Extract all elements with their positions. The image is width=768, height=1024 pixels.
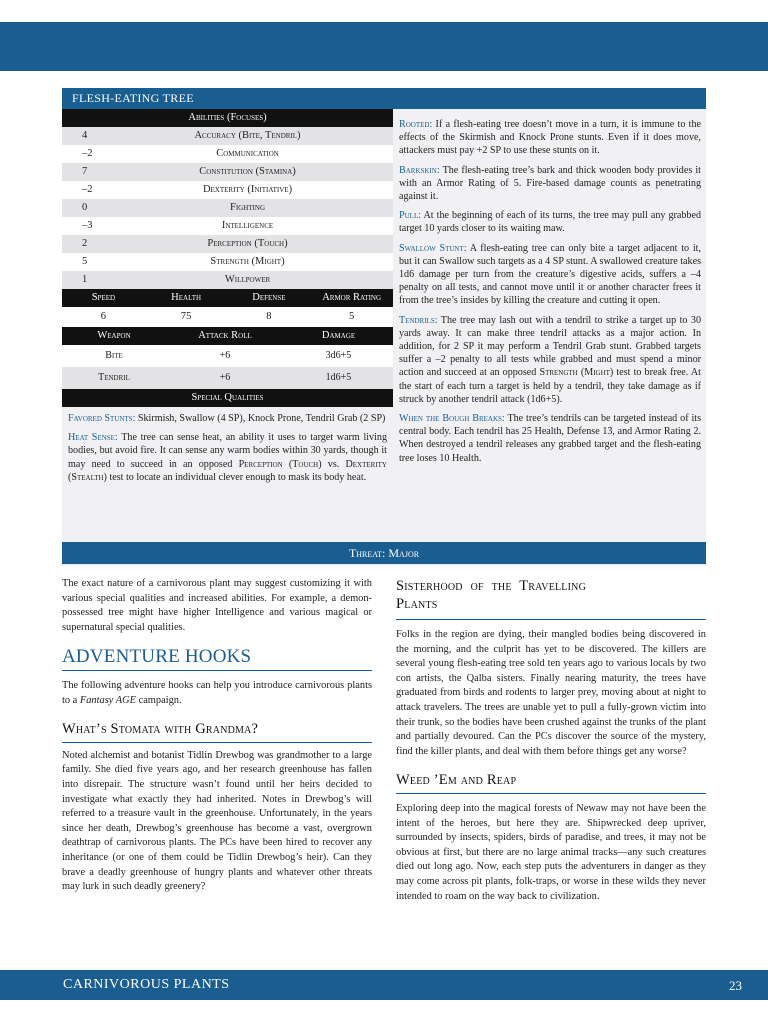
stat-header: Speed — [91, 292, 116, 303]
barkskin-label: Barkskin: — [399, 164, 440, 176]
ability-name: Intelligence — [221, 220, 274, 231]
intro-paragraph: The exact nature of a carnivorous plant may suggest customizing it with various special qualities and increased abilities. For example, a demon-possessed tree might have higher Intelligence and various magical or supernatural special qualities. — [62, 578, 372, 633]
tendrils-label: Tendrils: — [399, 314, 438, 326]
ability-value: 5 — [82, 256, 88, 267]
ability-name: Communication — [216, 148, 279, 159]
ability-value: –2 — [82, 184, 93, 195]
stat-block — [62, 88, 706, 566]
weapon-damage: 1d6+5 — [325, 372, 352, 383]
heat-sense — [68, 431, 387, 484]
abilities-table — [62, 127, 393, 289]
ability-name: Accuracy (Bite, Tendril) — [194, 130, 301, 141]
swallow-text: A flesh-eating tree can only bite a target adjacent to it, but it can Swallow such targets as a 4 SP stunt. A swallowed creature takes 1d6 damage per turn from the creature’s digestive acids, suffers a –4 penalty on all tests, and cannot move until it or another character frees it from the tree’s insides by killing the creature and cutting it open. — [399, 242, 701, 307]
hooks-intro-game: Fantasy AGE — [79, 694, 136, 706]
stat-value: 5 — [349, 311, 355, 322]
ability-name: Constitution (Stamina) — [199, 166, 296, 177]
ability-value: –2 — [82, 148, 93, 159]
weapon-row — [62, 367, 393, 389]
hooks-intro — [62, 679, 372, 708]
footer-bar — [0, 970, 768, 1000]
tendrils-text: test to break free. At the start of each turn a target is held by a tendril, they take damage as if struck by another tendril attack (1d6+5). — [399, 367, 701, 405]
stat-block-title: FLESH-EATING TREE — [62, 88, 706, 109]
ability-value: 2 — [82, 238, 88, 249]
ability-row — [62, 163, 393, 181]
barkskin-text: The flesh-eating tree’s bark and thick wooden body provides it with an Armor Rating of 5. Fire-based damage counts as penetrating against it. — [399, 164, 701, 203]
weapon-attack: +6 — [219, 350, 231, 361]
stat-value: 6 — [100, 311, 106, 322]
special-qualities-header: Special Qualities — [62, 389, 393, 407]
footer-section-title: CARNIVOROUS PLANTS — [63, 977, 230, 992]
favored-stunts — [68, 412, 387, 425]
favored-stunts-text: Skirmish, Swallow (4 SP), Knock Prone, Tendril Grab (2 SP) — [135, 413, 386, 424]
rooted-text: If a flesh-eating tree doesn’t move in a turn, it is immune to the effects of the Skirmish and Knock Prone stunts. Even if it does move, attackers must pay +2 SP to use these stunts on it. — [399, 119, 701, 157]
stat-header: Health — [171, 292, 202, 303]
heading-rule — [396, 619, 706, 620]
heading-rule — [396, 793, 706, 794]
weed-heading: Weed ’Em and Reap — [396, 772, 517, 789]
ability-row — [62, 217, 393, 235]
stat-value: 75 — [180, 311, 192, 322]
stat-block-right-column — [399, 118, 701, 471]
ability-value: 7 — [82, 166, 88, 177]
threat-bar: Threat: Major — [62, 542, 706, 564]
swallow-stunt — [399, 242, 701, 308]
stat-header: Armor Rating — [322, 292, 382, 303]
weapon-row — [62, 345, 393, 367]
heading-rule — [62, 670, 372, 671]
stats-header-row — [62, 289, 393, 307]
rooted — [399, 118, 701, 158]
special-qualities — [62, 407, 393, 484]
grandma-heading: What’s Stomata with Grandma? — [62, 721, 259, 738]
tendrils-test: Strength (Might) — [539, 367, 614, 379]
page-number: 23 — [729, 978, 742, 993]
damage-col-header: Damage — [321, 330, 356, 341]
ability-row — [62, 253, 393, 271]
ability-value: 0 — [82, 202, 88, 213]
ability-value: –3 — [82, 220, 93, 231]
stat-header: Defense — [252, 292, 286, 303]
heading-rule — [62, 742, 372, 743]
ability-value: 4 — [82, 130, 88, 141]
swallow-label: Swallow Stunt: — [399, 242, 467, 254]
weapon-col-header: Weapon — [97, 330, 131, 341]
when-the-bough-breaks — [399, 412, 701, 465]
weapons-header-row — [62, 327, 393, 345]
grandma-paragraph: Noted alchemist and botanist Tidlin Drewbog was grandmother to a large family. She died five years ago, and her research greenhouse has fallen into disrepair. The structure wasn’t found until her heirs decided to investigate what exactly they had inherited. Notes in Drewbog’s will referred to a treasure vault in the greenhouse. Unfortunately, in the years since her death, Drewbog’s greenhouse has become a vast, overgrown deathtrap of carnivorous plants. The PCs have been hired to recover any inheritance (or one of them could be Tidlin Drewbog’s heir). Can they brave a deadly greenhouse of hungry plants and whatever other threats may lurk in such deadly greenery? — [62, 749, 372, 893]
bough-text: The tree’s tendrils can be targeted instead of its central body. Each tendril has 25 Health, Defense 13, and Armor Rating 2. When destroyed a tendril releases any grabbed target and the flesh-eating tree loses 10 Health. — [399, 413, 702, 464]
attack-col-header: Attack Roll — [198, 330, 252, 341]
ability-row — [62, 199, 393, 217]
heat-sense-test-a: Perception (Touch) — [238, 458, 322, 470]
heat-sense-test-b: Dexterity (Stealth) — [68, 458, 387, 483]
stats-value-row — [62, 307, 393, 327]
ability-row — [62, 145, 393, 163]
ability-row — [62, 235, 393, 253]
ability-name: Dexterity (Initiative) — [202, 184, 293, 195]
weapon-name: Tendril — [98, 372, 130, 383]
weed-paragraph: Exploring deep into the magical forests of Newaw may not have been the intent of the heroes, but here they are. Shipwrecked deep upriver, surrounded by insects, spiders, birds of paradise, and trees, it may not be obvious at first, but there are no large animal tracks—any such creatures died out long ago. Now, each step puts the adventurers in danger as they may come across pit plants, folk-traps, or worse in these wilds they never intended to roam on the way back to civilization. — [396, 802, 706, 902]
weapon-attack: +6 — [219, 372, 231, 383]
sisterhood-heading: Sisterhood of the Travelling Plants — [396, 578, 586, 612]
tendrils-text: The tree may lash out with a tendril to strike a target up to 30 yards away. It can make three tendril attacks as a major action. In addition, for 2 SP it may perform a Tendril Grab stunt. Grabbed targets suffer a –2 penalty to all tests while grabbed and must spend a minor action and succeed at an opposed — [399, 314, 701, 379]
ability-row — [62, 271, 393, 289]
weapon-name: Bite — [105, 350, 123, 361]
pull-text: At the beginning of each of its turns, the tree may pull any grabbed target 10 yards closer to its waiting maw. — [399, 210, 701, 235]
pull-label: Pull: — [399, 210, 422, 222]
sisterhood-paragraph: Folks in the region are dying, their mangled bodies being discovered in the morning, and the culprit has yet to be discovered. The killers are several young flesh-eating tree sold ten years ago to various locals by two con artists, the Qalba sisters. Finally nearing maturity, the trees have graduated from birds and rodents to larger prey, moving about at night to attack travelers. The trees are unable yet to pull a fully-grown victim into their trunk, so the bodies have been crushed against the trunks of the plant and partially devoured. Can the PCs discover the source of the mystery, find the killer plants, and deal with them before things get any worse? — [396, 629, 706, 757]
heat-sense-text: The tree can sense heat, an ability it uses to target warm living bodies, but avoid fire. It can sense any warm bodies within 30 yards, though it may need to succeed in an opposed — [68, 432, 388, 470]
adventure-hooks-heading: ADVENTURE HOOKS — [62, 646, 252, 668]
stat-value: 8 — [266, 311, 272, 322]
heat-sense-text: test to locate an individual clever enough to mask its body heat. — [106, 471, 367, 483]
heat-sense-text: vs. — [321, 458, 346, 470]
bough-label: When the Bough Breaks: — [399, 413, 505, 425]
favored-stunts-label: Favored Stunts: — [68, 413, 136, 424]
ability-row — [62, 127, 393, 145]
pull — [399, 209, 701, 235]
abilities-header: Abilities (Focuses) — [62, 109, 393, 127]
left-text-column — [62, 577, 372, 895]
ability-name: Strength (Might) — [210, 256, 285, 267]
rooted-label: Rooted: — [399, 119, 433, 130]
ability-name: Fighting — [230, 202, 265, 213]
right-text-column — [396, 577, 706, 904]
stat-block-left-column — [62, 109, 393, 490]
weapon-damage: 3d6+5 — [325, 350, 352, 361]
ability-value: 1 — [82, 274, 88, 285]
heat-sense-label: Heat Sense: — [68, 432, 118, 444]
ability-name: Willpower — [224, 274, 271, 285]
tendrils — [399, 314, 701, 406]
ability-name: Perception (Touch) — [207, 238, 288, 249]
ability-row — [62, 181, 393, 199]
header-bar — [0, 22, 768, 71]
hooks-intro-text: campaign. — [135, 694, 182, 706]
barkskin — [399, 164, 701, 204]
hooks-intro-text: The following adventure hooks can help you introduce carnivorous plants to a — [62, 679, 372, 706]
